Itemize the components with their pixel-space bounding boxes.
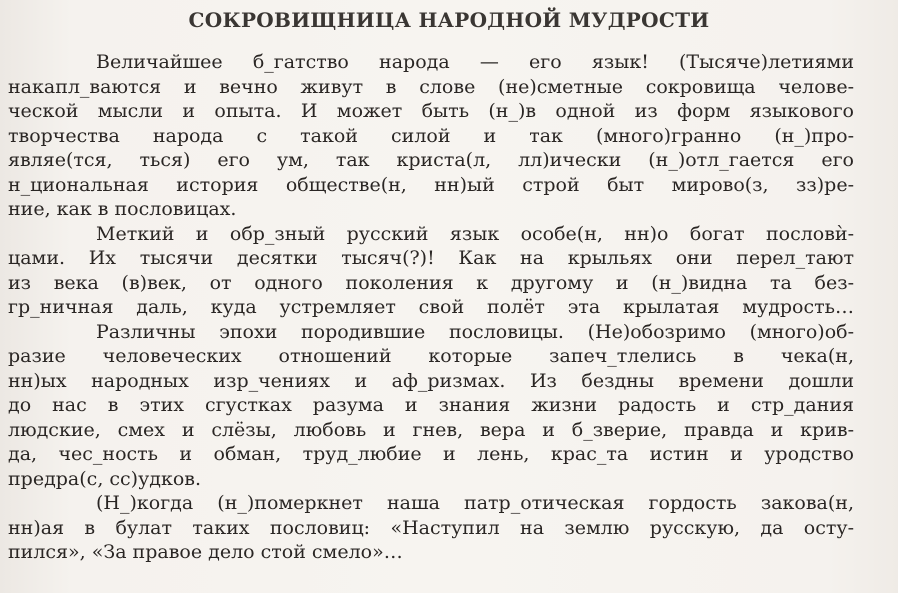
text-line: предра(с, сс)удков. xyxy=(8,467,202,490)
text-line: нн)ых народных изр_чениях и аф_ризмах. Из бездны времени дошли xyxy=(8,369,854,392)
text-line: до нас в этих сгустках разума и знания жизни радость и стр_дания xyxy=(8,394,854,416)
text-line: гр_ничная даль, куда устремляет свой полёт эта крылатая мудрость… xyxy=(8,296,854,318)
text-line: цами. Их тысячи десятки тысяч(?)! Как на крыльях они перел_тают xyxy=(8,247,854,269)
text-line: разие человеческих отношений которые запеч_тлелись в чека(н, xyxy=(8,345,854,367)
text-line: творчества народа с такой силой и так (много)гранно (н_)про- xyxy=(8,124,854,147)
text-line: накапл_ваются и вечно живут в слове (не)сметные сокровища челове- xyxy=(8,75,854,98)
text-line: Величайшее б_гатство народа — его язык! (Тысяче)летиями xyxy=(96,51,854,73)
page-title: СОКРОВИЩНИЦА НАРОДНОЙ МУДРОСТИ xyxy=(188,8,710,32)
text-line: людские, смех и слёзы, любовь и гнев, вера и б_зверие, правда и крив- xyxy=(8,418,854,441)
text-line: ние, как в пословицах. xyxy=(8,198,237,220)
text-line: да, чес_ность и обман, труд_любие и лень, крас_та истин и уродство xyxy=(8,443,854,465)
text-line: Различны эпохи породившие пословицы. (Не)обозримо (много)об- xyxy=(96,320,854,343)
text-line: пился», «За правое дело стой смело»… xyxy=(8,541,403,563)
text-line: являе(тся, ться) его ум, так криста(л, лл)ически (н_)отл_гается его xyxy=(8,149,854,171)
text-line: Меткий и обр_зный русский язык особе(н, нн)о богат пословѝ- xyxy=(96,222,854,245)
paragraph-2 xyxy=(8,222,854,320)
text-line: (Н_)когда (н_)померкнет наша патр_отическая гордость закова(н, xyxy=(96,492,854,514)
paragraph-4 xyxy=(8,491,854,565)
text-line: н_циональная история обществе(н, нн)ый строй быт мирово(з, зз)ре- xyxy=(8,173,854,196)
text-line: из века (в)век, от одного поколения к другому и (н_)видна та без- xyxy=(8,271,854,294)
text-line: ческой мысли и опыта. И может быть (н_)в одной из форм языкового xyxy=(8,100,854,122)
text-line: нн)ая в булат таких пословиц: «Наступил на землю русскую, да осту- xyxy=(8,516,854,539)
paragraph-3 xyxy=(8,320,854,492)
paragraph-1 xyxy=(8,50,854,222)
body-text xyxy=(8,50,854,565)
